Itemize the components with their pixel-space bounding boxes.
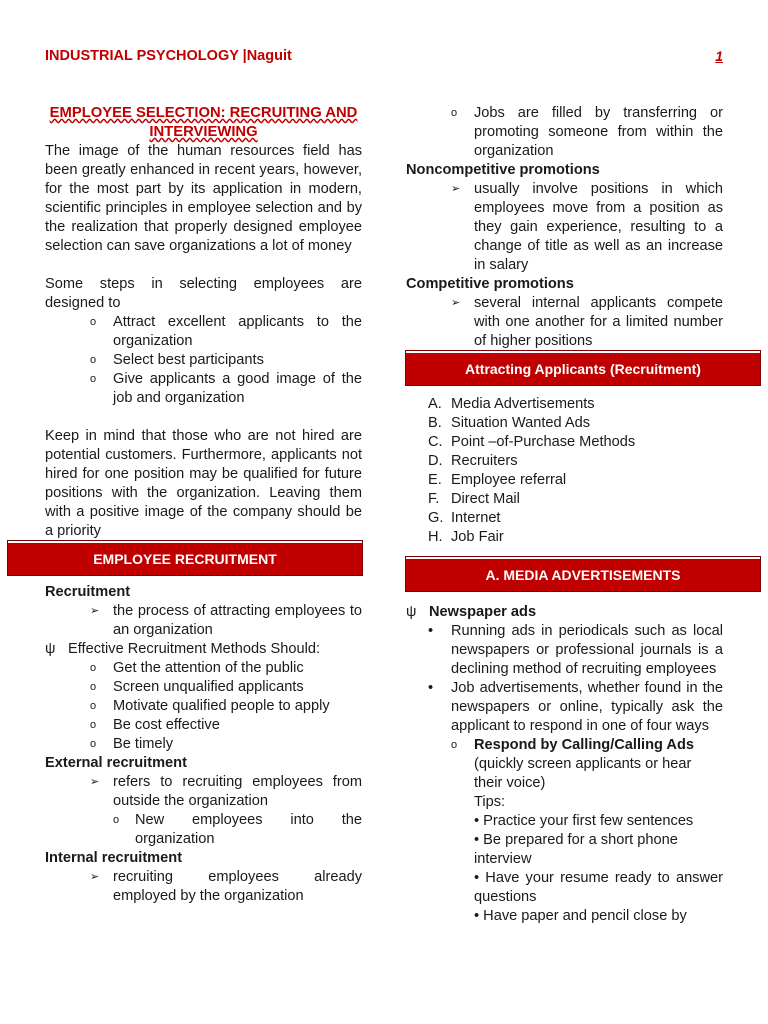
list-item: • Job advertisements, whether found in the newspapers or online, typically ask the applicant to respond in one of four ways bbox=[428, 680, 723, 734]
tips-label: Tips: bbox=[474, 794, 506, 810]
competitive-label: Competitive promotions bbox=[406, 276, 574, 292]
steps-intro: Some steps in selecting employees are designed to bbox=[45, 276, 362, 311]
list-item: ➢ refers to recruiting employees from outside the organization bbox=[90, 774, 362, 809]
calling-description: (quickly screen applicants or hear their voice) bbox=[474, 756, 692, 791]
method-item: G. Internet bbox=[428, 510, 501, 526]
section-heading-line2: INTERVIEWING bbox=[149, 124, 258, 140]
list-item: ➢ usually involve positions in which employees move from a position as they gain experience, resulting to a change of title as well as an increase in salary bbox=[451, 181, 723, 273]
section-heading-line1: EMPLOYEE SELECTION: RECRUITING AND bbox=[49, 105, 358, 121]
external-recruitment-label: External recruitment bbox=[45, 755, 187, 771]
intro-paragraph: The image of the human resources field has been greatly enhanced in recent years, however, for the most part by its application in modern, scientific principles in employee selection and by the realization that properly designed employee selection can save organizations a lot of money bbox=[45, 143, 362, 254]
list-item: o Attract excellent applicants to the organization bbox=[90, 314, 362, 349]
list-item: o Motivate qualified people to apply bbox=[90, 698, 330, 714]
left-column bbox=[45, 104, 362, 906]
document-title: INDUSTRIAL PSYCHOLOGY |Naguit bbox=[45, 48, 292, 64]
list-item: ➢ recruiting employees already employed by the organization bbox=[90, 869, 362, 904]
list-item: o Be cost effective bbox=[90, 717, 220, 733]
list-item: o Screen unqualified applicants bbox=[90, 679, 304, 695]
attracting-applicants-band: Attracting Applicants (Recruitment) bbox=[406, 351, 760, 385]
list-item: • Running ads in periodicals such as local newspapers or professional journals is a declining method of recruiting employees bbox=[428, 623, 723, 677]
method-item: D. Recruiters bbox=[428, 453, 518, 469]
method-item: C. Point –of-Purchase Methods bbox=[428, 434, 636, 450]
method-item: H. Job Fair bbox=[428, 529, 504, 545]
tip-item: • Have paper and pencil close by bbox=[474, 908, 687, 924]
list-item: o Jobs are filled by transferring or promoting someone from within the organization bbox=[451, 105, 723, 159]
method-item: B. Situation Wanted Ads bbox=[428, 415, 590, 431]
method-item: A. Media Advertisements bbox=[428, 396, 595, 412]
noncompetitive-label: Noncompetitive promotions bbox=[406, 162, 600, 178]
tip-item: • Be prepared for a short phone interview bbox=[474, 832, 678, 867]
list-item: ψ Effective Recruitment Methods Should: bbox=[45, 641, 321, 657]
tip-item: • Practice your first few sentences bbox=[474, 813, 694, 829]
list-item: o New employees into the organization bbox=[113, 812, 362, 847]
right-column bbox=[406, 104, 723, 926]
page-header bbox=[45, 47, 723, 67]
list-item: ➢ the process of attracting employees to an organization bbox=[90, 603, 362, 638]
list-item: ➢ several internal applicants compete with one another for a limited number of higher positions bbox=[451, 295, 723, 349]
method-item: F. Direct Mail bbox=[428, 491, 520, 507]
list-item: o Get the attention of the public bbox=[90, 660, 304, 676]
list-item: o Select best participants bbox=[90, 352, 264, 368]
recruitment-label: Recruitment bbox=[45, 584, 131, 600]
method-item: E. Employee referral bbox=[428, 472, 567, 488]
media-advertisements-band: A. MEDIA ADVERTISEMENTS bbox=[406, 557, 760, 591]
tip-item: • Have your resume ready to answer questions bbox=[474, 870, 723, 905]
list-item: o Respond by Calling/Calling Ads bbox=[451, 737, 695, 753]
list-item: ψ Newspaper ads bbox=[406, 604, 537, 620]
employee-recruitment-band: EMPLOYEE RECRUITMENT bbox=[8, 541, 362, 575]
page-number: 1 bbox=[715, 48, 723, 64]
list-item: o Give applicants a good image of the job and organization bbox=[90, 371, 362, 406]
list-item: o Be timely bbox=[90, 736, 174, 752]
internal-recruitment-label: Internal recruitment bbox=[45, 850, 183, 866]
section-heading bbox=[45, 104, 362, 142]
keep-in-mind-paragraph: Keep in mind that those who are not hired are potential customers. Furthermore, applicants not hired for one position may be qualified for future positions with the organization. Leaving them with a positive image of the company should be a priority bbox=[45, 428, 362, 539]
